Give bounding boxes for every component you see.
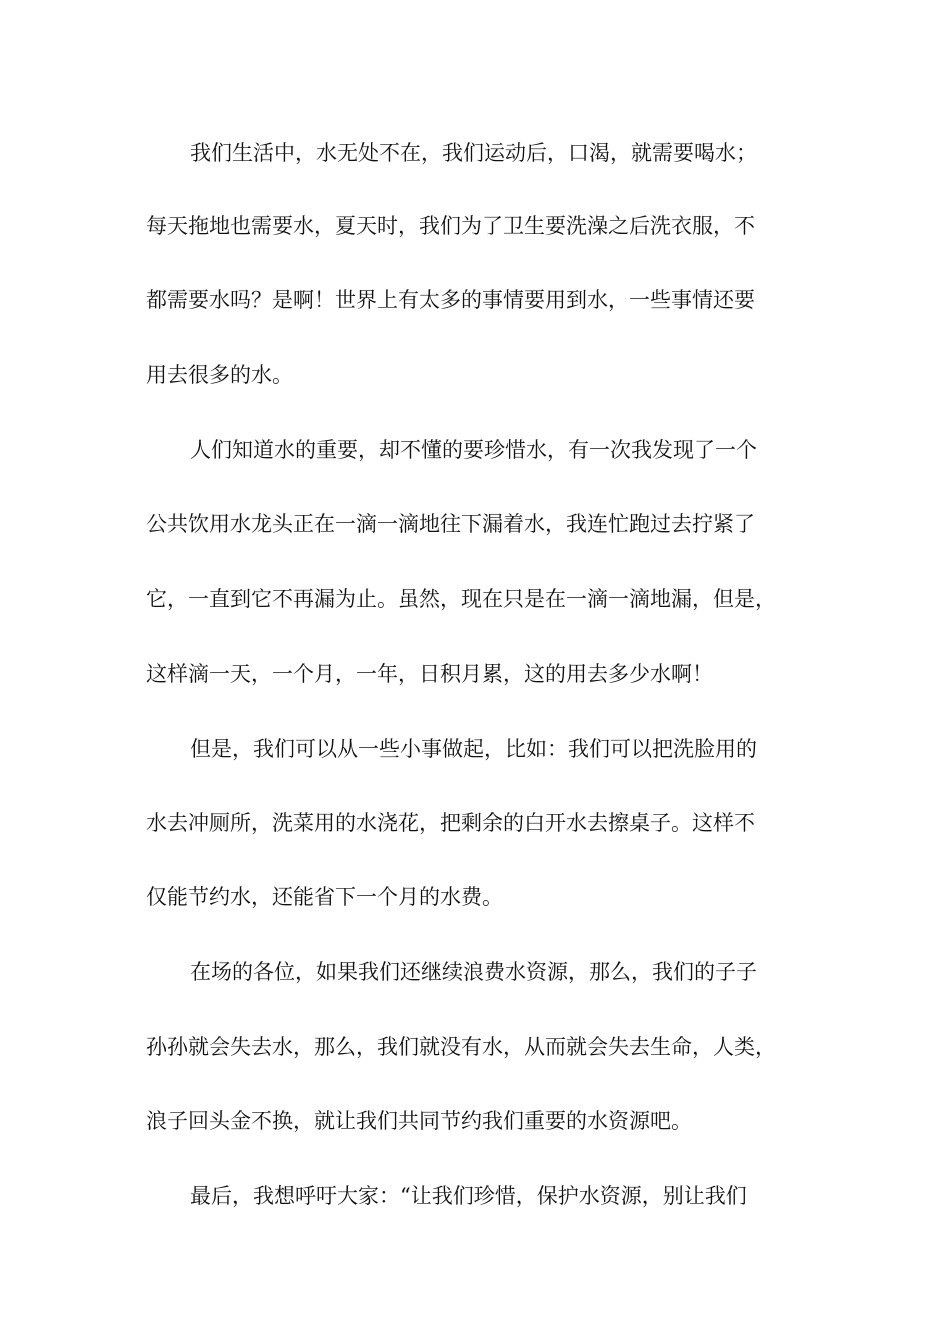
text-line: 人们知道水的重要，却不懂的要珍惜水，有一次我发现了一个 [190, 438, 757, 462]
text-line: 都需要水吗？是啊！世界上有太多的事情要用到水，一些事情还要 [146, 288, 755, 312]
text-line: 每天拖地也需要水，夏天时，我们为了卫生要洗澡之后洗衣服，不 [146, 214, 755, 238]
text-line: 这样滴一天，一个月，一年，日积月累，这的用去多少水啊！ [146, 662, 713, 686]
text-line: 水去冲厕所，洗菜用的水浇花，把剩余的白开水去擦桌子。这样不 [146, 811, 755, 835]
text-line: 公共饮用水龙头正在一滴一滴地往下漏着水，我连忙跑过去拧紧了 [146, 512, 755, 536]
text-line: 仅能节约水，还能省下一个月的水费。 [146, 885, 503, 909]
text-line: 它，一直到它不再漏为止。虽然，现在只是在一滴一滴地漏，但是， [146, 587, 776, 611]
text-line: 用去很多的水。 [146, 363, 293, 387]
text-line: 在场的各位，如果我们还继续浪费水资源，那么，我们的子子 [190, 960, 757, 984]
text-line: 我们生活中，水无处不在，我们运动后，口渴，就需要喝水； [190, 141, 757, 165]
text-line: 最后，我想呼吁大家：“让我们珍惜，保护水资源，别让我们 [190, 1184, 747, 1208]
text-line: 孙孙就会失去水，那么，我们就没有水，从而就会失去生命，人类， [146, 1035, 776, 1059]
text-line: 浪子回头金不换，就让我们共同节约我们重要的水资源吧。 [146, 1109, 692, 1133]
text-line: 但是，我们可以从一些小事做起，比如：我们可以把洗脸用的 [190, 737, 757, 761]
